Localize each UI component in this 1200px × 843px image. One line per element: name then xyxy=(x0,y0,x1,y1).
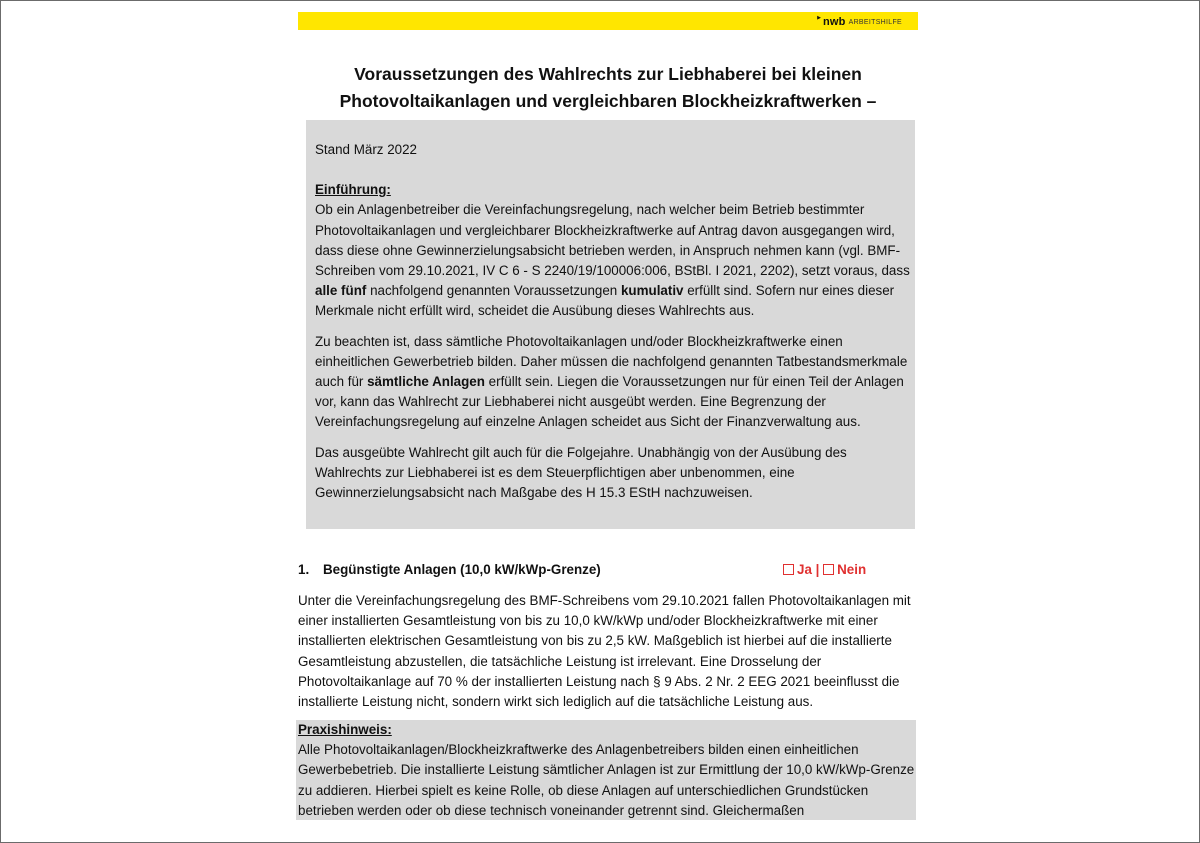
emphasis-text: sämtliche Anlagen xyxy=(367,374,485,390)
checkbox-yes-label[interactable]: Ja xyxy=(797,562,812,577)
text-run: erfüllt sein. Liegen die Voraussetzungen nur für einen Teil der Anlagen vor, kann das Wahlrecht zur Liebhaberei nicht ausgeübt werden. Eine Begrenzung der Vereinfachungsregelung auf einzelne Anlagen scheidet aus Sicht der Finanzverwaltung aus. xyxy=(315,374,904,430)
practice-hint-text: Alle Photovoltaikanlagen/Blockheizkraftwerke des Anlagenbetreibers bilden einen einheitlichen Gewerbebetrieb. Die installierte Leistung sämtlicher Anlagen ist zur Ermittlung der 10,0 kW/kWp-Grenze zu addieren. Hierbei spielt es keine Rolle, ob diese Anlagen auf unterschiedlichen Grundstücken betrieben werden oder ob diese technisch voneinander getrennt sind. Gleichermaßen xyxy=(298,742,915,818)
intro-paragraph-2 xyxy=(315,332,911,433)
checkbox-separator: | xyxy=(815,562,820,577)
emphasis-text: kumulativ xyxy=(620,283,684,299)
practice-hint-box xyxy=(296,720,916,820)
checkbox-no[interactable] xyxy=(823,564,834,575)
brand-subtitle: ARBEITSHILFE xyxy=(848,19,902,26)
text-run: nachfolgend genannten Voraussetzungen xyxy=(366,283,621,299)
intro-box xyxy=(306,120,915,529)
text-run: Zu beachten ist, dass sämtliche Photovoltaikanlagen und/oder Blockheizkraftwerke einen einheitlichen Gewerbetrieb bilden. Daher müssen die nachfolgend genannten Tatbestandsmerkmale auch für xyxy=(315,333,908,390)
intro-paragraph-3: Das ausgeübte Wahlrecht gilt auch für die Folgejahre. Unabhängig von der Ausübung des Wahlrechts zur Liebhaberei ist es dem Steuerpflichtigen aber unbenommen, eine Gewinnerzielungsabsicht nach Maßgabe des H 15.3 EStH nachzuweisen. xyxy=(315,444,847,501)
intro-content xyxy=(315,140,911,503)
section-number: 1. xyxy=(298,562,310,577)
section-1-heading xyxy=(298,560,918,580)
checkbox-yes[interactable] xyxy=(783,564,794,575)
text-run: erfüllt sind. Sofern nur eines dieser Merkmale nicht erfüllt wird, scheidet die Ausübung dieses Wahlrechts aus. xyxy=(315,283,895,319)
logo-arrow-icon: ▶ xyxy=(817,15,821,21)
header-bar xyxy=(298,12,918,30)
section-1-paragraph: Unter die Vereinfachungsregelung des BMF-Schreibens vom 29.10.2021 fallen Photovoltaikanlagen mit einer installierten Gesamtleistung von bis zu 10,0 kW/kWp und/oder Blockheizkraftwerke mit einer installierten elektrischen Gesamtleistung von bis zu 2,5 kW. Maßgeblich ist hierbei auf die installierte Gesamtleistung abzustellen, die tatsächliche Leistung ist irrelevant. Eine Drosselung der Photovoltaikanlage auf 70 % der installierten Leistung nach § 9 Abs. 2 Nr. 2 EEG 2021 beeinflusst die installierte Leistung nicht, sondern wirkt sich lediglich auf die tatsächliche Leistung aus. xyxy=(298,593,911,710)
yes-no-checkboxes xyxy=(783,560,866,580)
practice-hint-heading: Praxishinweis: xyxy=(298,722,392,737)
practice-hint-content xyxy=(298,720,916,821)
brand-name: nwb xyxy=(823,16,846,28)
intro-paragraph-1 xyxy=(315,200,911,321)
title-line-2: Photovoltaikanlagen und vergleichbaren Blockheizkraftwerken – xyxy=(339,91,877,111)
nwb-logo xyxy=(817,13,902,29)
title-line-1: Voraussetzungen des Wahlrechts zur Liebhaberei bei kleinen xyxy=(354,64,862,84)
section-1-body xyxy=(298,591,920,712)
checkbox-no-label[interactable]: Nein xyxy=(837,562,867,577)
section-title: Begünstigte Anlagen (10,0 kW/kWp-Grenze) xyxy=(323,562,601,577)
emphasis-text: alle fünf xyxy=(315,283,367,299)
text-run: Ob ein Anlagenbetreiber die Vereinfachungsregelung, nach welcher beim Betrieb bestimmter Photovoltaikanlagen und vergleichbarer Blockheizkraftwerke auf Antrag davon ausgegangen wird, dass diese ohne Gewinnerzielungsabsicht betrieben werden, in Anspruch nehmen kann (vgl. BMF-Schreiben vom 29.10.2021, IV C 6 - S 2240/19/100006:006, BStBl. I 2021, 2202), setzt voraus, dass xyxy=(315,202,910,279)
stand-date: Stand März 2022 xyxy=(315,142,417,157)
intro-heading: Einführung: xyxy=(315,182,391,198)
